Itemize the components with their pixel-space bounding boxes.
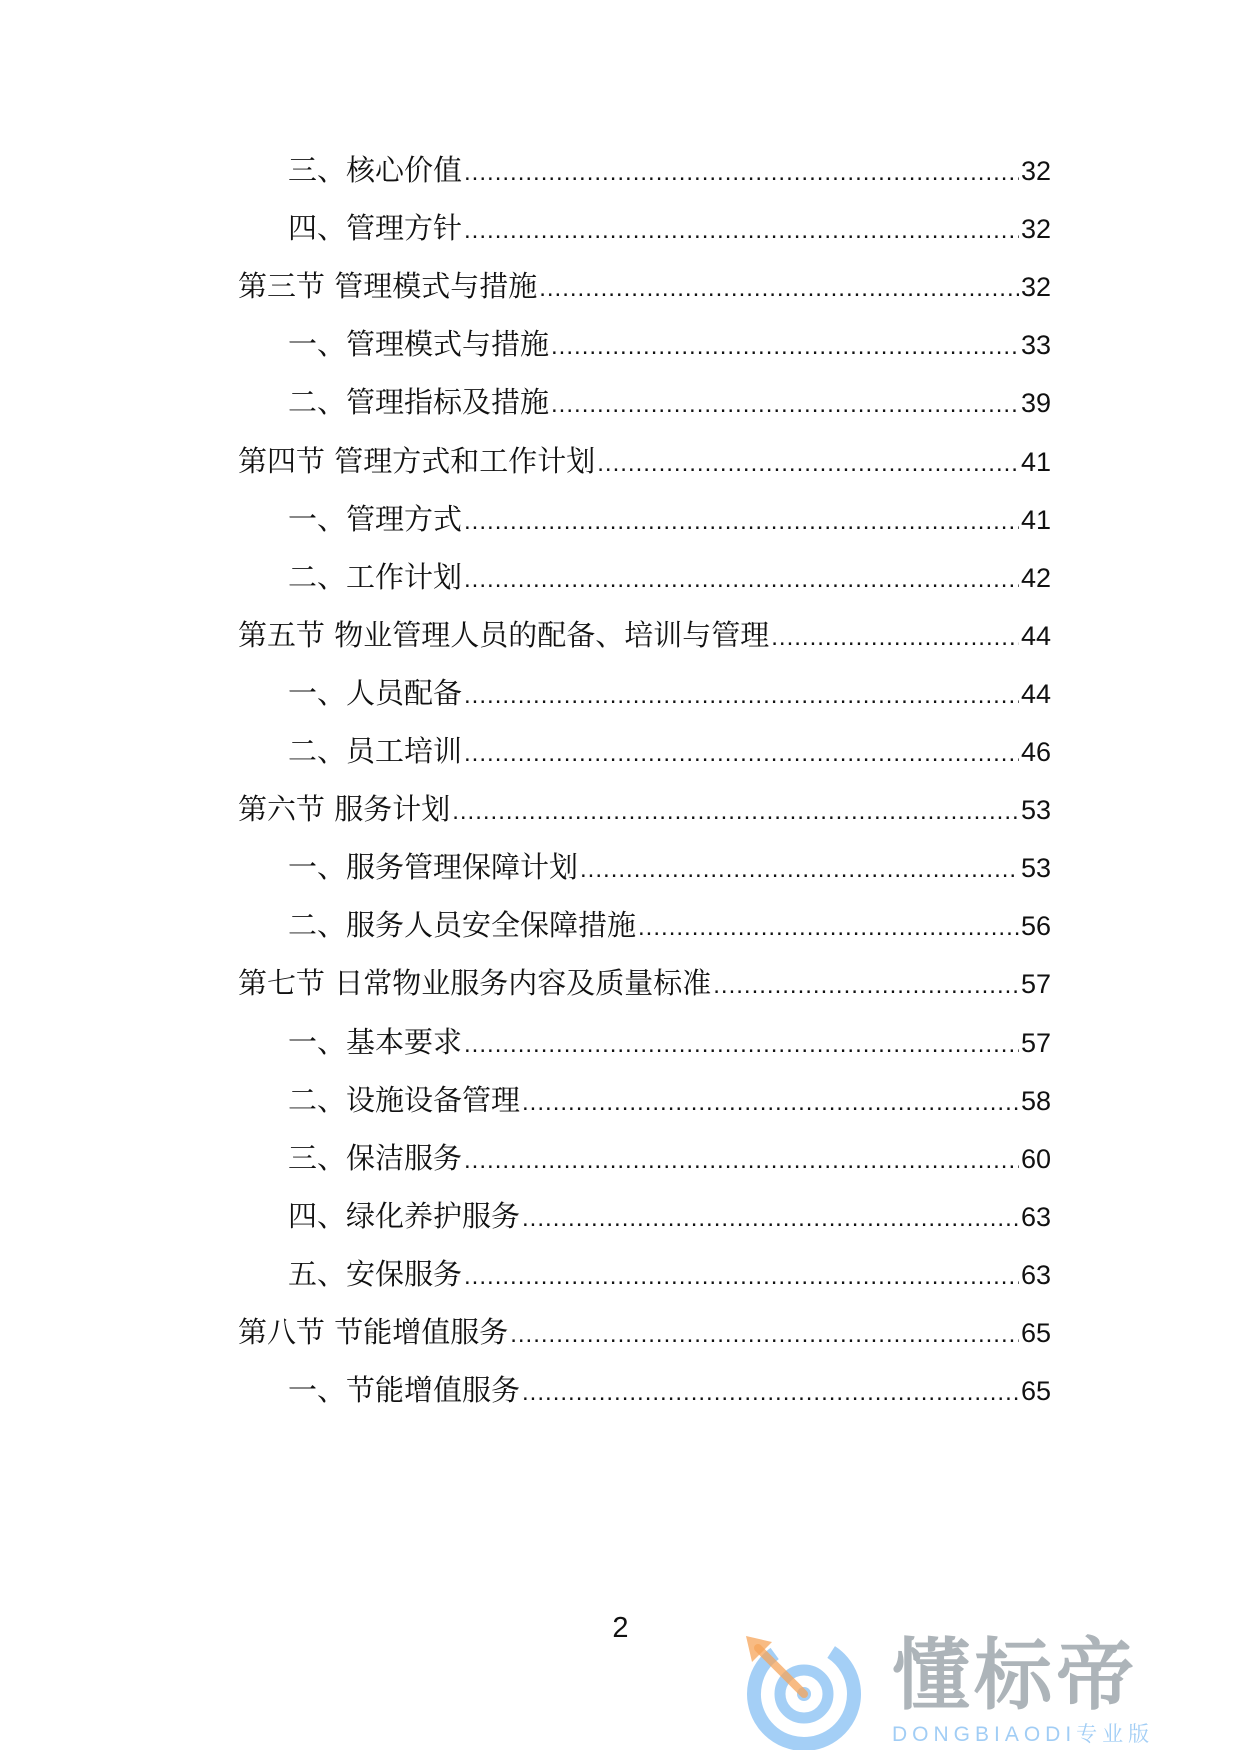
- toc-entry: [288, 847, 1051, 887]
- toc-entry-title: 一、管理方式: [288, 501, 463, 536]
- toc-dot-leader: [713, 966, 1019, 1006]
- toc-entry-title: 三、保洁服务: [288, 1140, 463, 1175]
- toc-entry: [238, 441, 1051, 481]
- toc-entry-title: 一、人员配备: [288, 675, 463, 710]
- toc-entry-page-number: 63: [1020, 1201, 1051, 1232]
- toc-dot-leader: [551, 327, 1019, 367]
- toc-entry: [238, 789, 1051, 829]
- toc-dot-leader: [464, 1025, 1019, 1065]
- toc-entry-title: 一、管理模式与措施: [288, 327, 550, 362]
- toc-entry-page-number: 63: [1020, 1259, 1051, 1290]
- toc-dot-leader: [510, 1315, 1019, 1355]
- toc-entry-title: 一、基本要求: [288, 1024, 463, 1059]
- toc-entry-title: 第五节 物业管理人员的配备、培训与管理: [238, 617, 770, 652]
- toc-entry: [288, 382, 1051, 422]
- toc-entry-title: 二、工作计划: [288, 559, 463, 594]
- toc-entry-title: 三、核心价值: [288, 153, 463, 187]
- watermark: [742, 1632, 1222, 1750]
- toc-entry-title: 第六节 服务计划: [238, 792, 451, 827]
- toc-dot-leader: [539, 269, 1019, 309]
- toc-dot-leader: [580, 850, 1019, 890]
- toc-dot-leader: [464, 734, 1019, 774]
- page-number: 2: [612, 1612, 629, 1644]
- toc-entry-page-number: 32: [1020, 272, 1051, 303]
- toc-entry: [288, 1370, 1051, 1410]
- toc-entry: [238, 963, 1051, 1003]
- toc-entry-page-number: 60: [1020, 1143, 1051, 1174]
- toc-entry-page-number: 33: [1020, 330, 1051, 361]
- toc-dot-leader: [522, 1083, 1019, 1123]
- toc-entry-title: 二、设施设备管理: [288, 1082, 521, 1117]
- toc-entry-page-number: 32: [1020, 156, 1051, 186]
- toc-entry: [288, 1254, 1051, 1294]
- watermark-brand-name: 懂标帝: [892, 1631, 1139, 1721]
- toc-dot-leader: [522, 1199, 1019, 1239]
- toc-entry-page-number: 57: [1020, 969, 1051, 1000]
- toc-dot-leader: [638, 908, 1019, 948]
- watermark-brand-subtitle: DONGBIAODI专业版: [892, 1723, 1155, 1746]
- toc-entry-title: 二、管理指标及措施: [288, 385, 550, 420]
- toc-entry: [288, 1080, 1051, 1120]
- toc-dot-leader: [464, 502, 1019, 542]
- toc-entry-page-number: 42: [1020, 562, 1051, 593]
- toc-entry-title: 二、服务人员安全保障措施: [288, 908, 637, 943]
- toc-dot-leader: [464, 560, 1019, 600]
- toc-entry-title: 第三节 管理模式与措施: [238, 269, 538, 304]
- toc-entry-page-number: 44: [1020, 620, 1051, 651]
- toc-entry-title: 一、服务管理保障计划: [288, 850, 579, 885]
- toc-dot-leader: [551, 385, 1019, 425]
- toc-entry: [288, 1196, 1051, 1236]
- toc-entry: [288, 208, 1051, 248]
- toc-entry-page-number: 41: [1020, 504, 1051, 535]
- toc-entry: [288, 1022, 1051, 1062]
- toc-dot-leader: [452, 792, 1019, 832]
- toc-entry-title: 第七节 日常物业服务内容及质量标准: [238, 966, 712, 1001]
- toc-entry: [288, 1138, 1051, 1178]
- toc-dot-leader: [464, 211, 1019, 251]
- toc-entry-title: 五、安保服务: [288, 1256, 463, 1291]
- toc-entry: [288, 673, 1051, 713]
- toc-dot-leader: [464, 1141, 1019, 1181]
- toc-entry-page-number: 53: [1020, 795, 1051, 826]
- toc-entry-title: 第八节 节能增值服务: [238, 1315, 509, 1349]
- toc-dot-leader: [464, 1257, 1019, 1297]
- toc-entry-page-number: 39: [1020, 388, 1051, 419]
- toc-entry-page-number: 65: [1020, 1318, 1051, 1348]
- toc-entry-title: 四、绿化养护服务: [288, 1198, 521, 1233]
- toc-entry-title: 二、员工培训: [288, 734, 463, 768]
- toc-entry: [288, 905, 1051, 945]
- toc-entry-title: 四、管理方针: [288, 211, 463, 246]
- toc-entry-page-number: 56: [1020, 911, 1051, 942]
- toc-entry-page-number: 57: [1020, 1027, 1051, 1058]
- toc-entry: [288, 731, 1051, 771]
- toc-entry: [288, 150, 1051, 190]
- toc-entry-page-number: 44: [1020, 678, 1051, 709]
- toc-entry-title: 一、节能增值服务: [288, 1373, 521, 1408]
- toc-entry: [238, 266, 1051, 306]
- toc-dot-leader: [597, 444, 1019, 484]
- toc-entry-page-number: 46: [1020, 737, 1051, 767]
- toc-entry: [288, 324, 1051, 364]
- toc-entry-page-number: 65: [1020, 1376, 1051, 1407]
- toc-dot-leader: [464, 676, 1019, 716]
- toc-entry-page-number: 41: [1020, 446, 1051, 477]
- toc-entry-page-number: 58: [1020, 1085, 1051, 1116]
- toc-entry-page-number: 32: [1020, 214, 1051, 245]
- toc-entry-title: 第四节 管理方式和工作计划: [238, 443, 596, 478]
- toc-dot-leader: [771, 618, 1019, 658]
- toc-entry-page-number: 53: [1020, 853, 1051, 884]
- toc-dot-leader: [522, 1373, 1019, 1413]
- target-logo-icon: [742, 1632, 870, 1750]
- toc-dot-leader: [464, 153, 1019, 193]
- toc-entry: [238, 1312, 1051, 1352]
- toc-entry: [288, 557, 1051, 597]
- toc-entry: [238, 615, 1051, 655]
- toc-entry: [288, 499, 1051, 539]
